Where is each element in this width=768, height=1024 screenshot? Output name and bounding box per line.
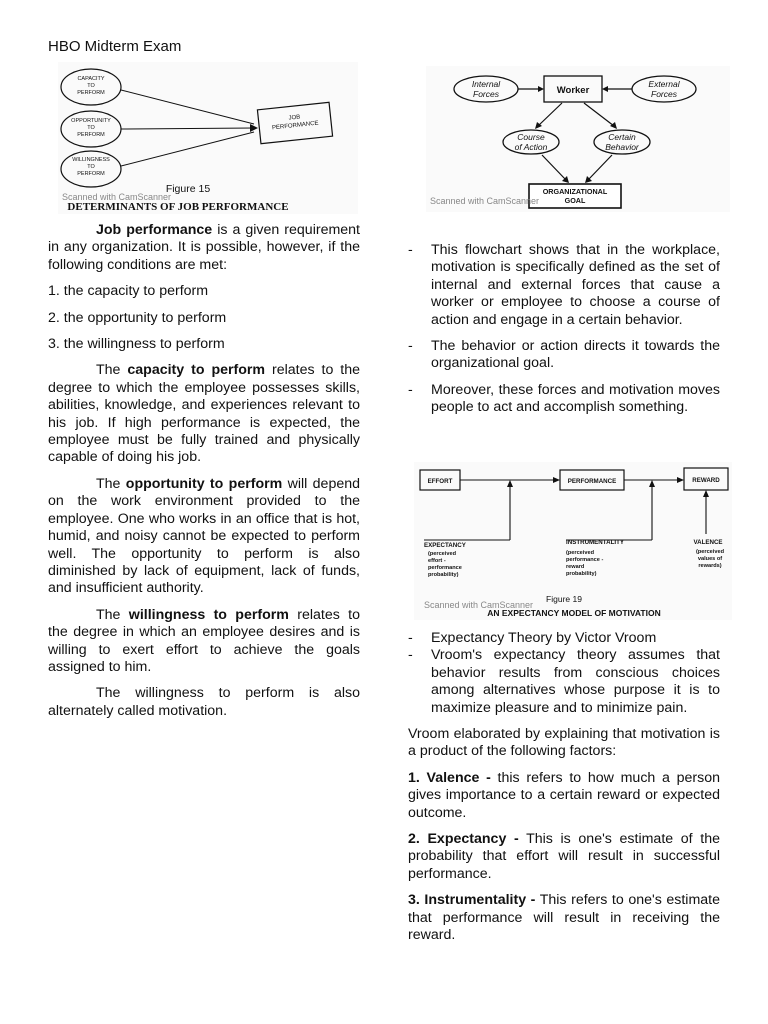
fig19-instrumentality-sub4: probability): [566, 571, 597, 577]
fig19-label: Figure 19: [546, 594, 582, 604]
page-header: HBO Midterm Exam: [48, 38, 182, 55]
fig15-caption: DETERMINANTS OF JOB PERFORMANCE: [67, 201, 289, 213]
bullet-flowchart: - This flowchart shows that in the workplace, motivation is specifically defined as the set of internal and external forces that cause a worker or employee to choose a course of action and engage in a certain behavior.: [408, 242, 720, 329]
fig15-box3-line1: WILLINGNESS: [72, 157, 110, 163]
fig19-valence-sub2: values of: [697, 556, 723, 562]
fig15-box1-line3: PERFORM: [77, 90, 105, 96]
job-performance-intro: [48, 222, 360, 274]
bullet-vroom: - Vroom's expectancy theory assumes that behavior results from conscious choices among alternatives whose purpose it is to maximize pleasure and to minimize pain.: [408, 647, 720, 717]
opportunity-paragraph: The opportunity to perform will depend on the work environment provided to the employee. One who works in an office that is hot, humid, and noisy cannot be expected to perform well. The opportunity to perform is also diminished by lack of equipment, lack of funds, and insufficient authority.: [48, 475, 361, 597]
flow-watermark: Scanned with CamScanner: [430, 196, 540, 206]
fig19-performance: PERFORMANCE: [567, 478, 617, 485]
fig15-box1-line2: TO: [87, 83, 95, 89]
condition-item-3: 3. the willingness to perform: [48, 336, 225, 353]
fig19-expectancy-sub2: effort -: [428, 558, 446, 564]
willingness-paragraph: The willingness to perform relates to the degree in which an employee desires and is willing to exert effort to achieve the goals assigned to him.: [48, 606, 360, 675]
fig15-box2-line3: PERFORM: [77, 132, 105, 138]
term-instrumentality: 3. Instrumentality -: [408, 892, 536, 909]
fig19-caption: AN EXPECTANCY MODEL OF MOTIVATION: [487, 608, 661, 618]
bullet-behavior: - The behavior or action directs it towards the organizational goal.: [408, 338, 720, 373]
factor-expectancy: 2. Expectancy - This is one's estimate of the probability that effort will result in successful performance.: [408, 831, 720, 882]
capacity-paragraph: The capacity to perform relates to the degree to which the employee possesses skills, abilities, knowledge, and experiences relevant to his job. If high performance is expected, the employee must be fully trained and physically capable of doing his job.: [48, 362, 360, 466]
fig15-target-line1: JOB: [288, 114, 301, 122]
intro-text: is a given requirement in any organization. It is possible, however, if the following conditions are met:: [48, 222, 360, 273]
term-valence: 1. Valence -: [408, 769, 491, 786]
fig19-expectancy-sub3: performance: [428, 565, 462, 571]
fig15-label: Figure 15: [165, 183, 211, 195]
flow-internal-line2: Forces: [473, 89, 499, 99]
fig15-box3-line3: PERFORM: [77, 171, 105, 177]
factor-instrumentality: 3. Instrumentality - This refers to one's estimate that performance will result in receiving the reward.: [408, 892, 720, 944]
fig19-instrumentality: INSTRUMENTALITY: [566, 539, 624, 546]
flow-external-line1: External: [648, 79, 680, 89]
flow-external-line2: Forces: [651, 89, 677, 99]
fig19-instrumentality-sub3: reward: [566, 564, 585, 570]
flow-internal-line1: Internal: [471, 79, 501, 89]
condition-item-2: 2. the opportunity to perform: [48, 309, 227, 326]
fig19-reward: REWARD: [692, 477, 720, 484]
right-column-vroom: [408, 630, 720, 954]
term-capacity: capacity to perform: [127, 362, 266, 379]
fig19-instrumentality-sub2: performance -: [566, 557, 604, 563]
figure-motivation-flowchart: [426, 66, 730, 212]
flow-behavior-line2: Behavior: [605, 142, 639, 152]
fig15-box2-line2: TO: [87, 125, 95, 131]
vroom-factors-intro: Vroom elaborated by explaining that motivation is a product of the following factors:: [408, 726, 720, 760]
term-willingness: willingness to perform: [128, 606, 289, 623]
figure-15-determinants: [58, 62, 358, 214]
fig19-valence-sub3: rewards): [698, 563, 722, 569]
fig19-effort: EFFORT: [427, 478, 453, 485]
flow-goal-line2: GOAL: [564, 196, 586, 205]
fig15-box3-line2: TO: [87, 164, 95, 170]
flow-course-line1: Course: [517, 132, 545, 142]
fig19-expectancy-sub1: (perceived: [428, 551, 456, 557]
fig15-box1-line1: CAPACITY: [77, 76, 105, 82]
fig15-target-line2: PERFORMANCE: [271, 120, 319, 132]
bullet-forces: - Moreover, these forces and motivation moves people to act and accomplish something.: [408, 382, 720, 417]
factor-valence: 1. Valence - this refers to how much a person gives importance to a certain reward or expected outcome.: [408, 769, 720, 821]
fig15-watermark: Scanned with CamScanner: [62, 192, 172, 202]
fig15-box2-line1: OPPORTUNITY: [71, 118, 111, 124]
flow-goal-line1: ORGANIZATIONAL: [542, 187, 608, 196]
flow-worker: Worker: [556, 85, 590, 96]
flow-behavior-line1: Certain: [608, 132, 636, 142]
fig19-watermark: Scanned with CamScanner: [424, 600, 534, 610]
left-column: [48, 222, 360, 729]
term-opportunity: opportunity to perform: [125, 475, 283, 492]
fig19-expectancy-sub4: probability): [428, 572, 459, 578]
fig19-valence: VALENCE: [693, 539, 723, 546]
fig19-instrumentality-sub1: (perceived: [566, 550, 594, 556]
term-expectancy: 2. Expectancy -: [408, 831, 519, 848]
motivation-paragraph: The willingness to perform is also alternately called motivation.: [48, 685, 360, 719]
figure-19-expectancy-model: [414, 462, 732, 620]
condition-item-1: 1. the capacity to perform: [48, 283, 209, 300]
right-column-flow-notes: [408, 242, 720, 426]
term-job-performance: Job performance: [96, 222, 213, 238]
bullet-expectancy-theory: - Expectancy Theory by Victor Vroom: [408, 630, 720, 647]
flow-course-line2: of Action: [514, 142, 548, 152]
fig19-valence-sub1: (perceived: [696, 549, 724, 555]
fig19-expectancy: EXPECTANCY: [424, 542, 466, 549]
